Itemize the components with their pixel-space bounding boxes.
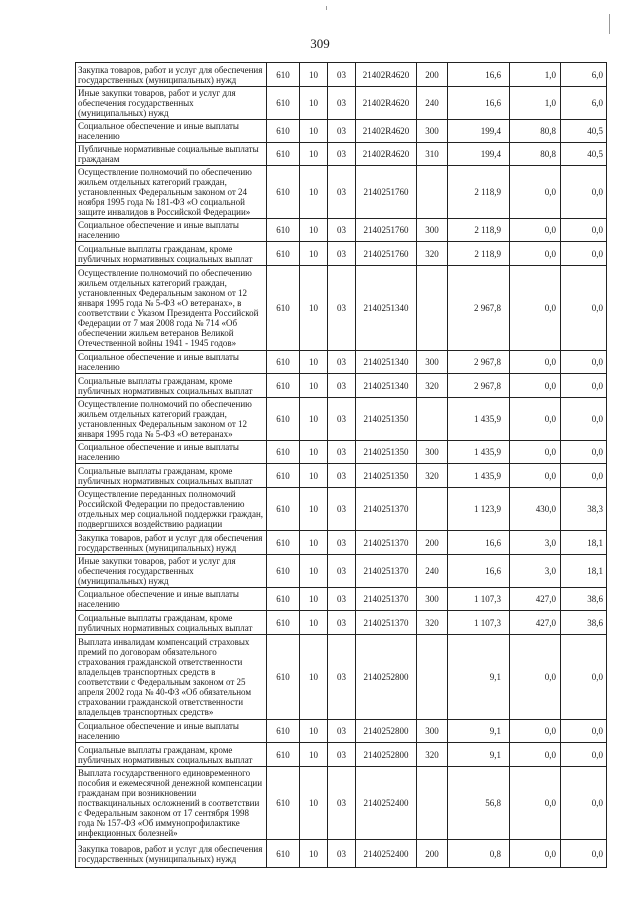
row-percent: 0,0 xyxy=(561,840,607,868)
row-csr: 2140251760 xyxy=(356,166,417,219)
row-csr: 21402R4620 xyxy=(356,63,417,87)
row-min: 610 xyxy=(267,219,300,242)
table-row xyxy=(76,143,607,166)
row-rz: 10 xyxy=(300,242,328,266)
row-csr: 2140251370 xyxy=(356,488,417,531)
row-executed: 0,0 xyxy=(510,351,561,374)
row-csr: 2140251370 xyxy=(356,555,417,588)
row-amount: 199,4 xyxy=(448,120,510,143)
row-amount: 16,6 xyxy=(448,555,510,588)
row-vr: 300 xyxy=(417,441,448,464)
table-row xyxy=(76,840,607,868)
row-vr: 200 xyxy=(417,531,448,555)
scan-mark xyxy=(326,6,327,10)
row-vr: 320 xyxy=(417,242,448,266)
row-amount: 2 967,8 xyxy=(448,351,510,374)
row-min: 610 xyxy=(267,743,300,767)
row-pr: 03 xyxy=(328,441,356,464)
row-pr: 03 xyxy=(328,120,356,143)
row-pr: 03 xyxy=(328,374,356,398)
table-row xyxy=(76,635,607,720)
row-min: 610 xyxy=(267,611,300,635)
row-name: Осуществление полномочий по обеспечению жильем отдельных категорий граждан, установленных Федеральным законом от 12 января 1995 года № 5-ФЗ «О ветеранах» xyxy=(76,398,267,441)
row-name: Социальное обеспечение и иные выплаты населению xyxy=(76,441,267,464)
row-name: Социальные выплаты гражданам, кроме публичных нормативных социальных выплат xyxy=(76,464,267,488)
row-amount: 16,6 xyxy=(448,87,510,120)
budget-table xyxy=(75,62,607,868)
row-pr: 03 xyxy=(328,464,356,488)
row-rz: 10 xyxy=(300,143,328,166)
row-executed: 80,8 xyxy=(510,143,561,166)
row-rz: 10 xyxy=(300,588,328,611)
row-executed: 427,0 xyxy=(510,611,561,635)
row-name: Социальное обеспечение и иные выплаты населению xyxy=(76,120,267,143)
row-vr: 310 xyxy=(417,143,448,166)
row-vr xyxy=(417,266,448,351)
scan-mark xyxy=(609,14,610,34)
row-rz: 10 xyxy=(300,743,328,767)
table-row xyxy=(76,242,607,266)
row-csr: 21402R4620 xyxy=(356,120,417,143)
row-min: 610 xyxy=(267,531,300,555)
row-pr: 03 xyxy=(328,743,356,767)
row-name: Социальное обеспечение и иные выплаты населению xyxy=(76,351,267,374)
row-pr: 03 xyxy=(328,767,356,840)
row-amount: 0,8 xyxy=(448,840,510,868)
table-row xyxy=(76,351,607,374)
row-vr: 300 xyxy=(417,588,448,611)
row-csr: 2140251350 xyxy=(356,441,417,464)
row-rz: 10 xyxy=(300,767,328,840)
row-rz: 10 xyxy=(300,840,328,868)
row-name: Осуществление полномочий по обеспечению жильем отдельных категорий граждан, установленных Федеральным законом от 12 января 1995 года № 5-ФЗ «О ветеранах», в соответствии с Указом Президента Российской Федерации от 7 мая 2008 года № 714 «Об обеспечении жильем ветеранов Великой Отечественной войны 1941 - 1945 годов» xyxy=(76,266,267,351)
row-name: Публичные нормативные социальные выплаты гражданам xyxy=(76,143,267,166)
row-amount: 16,6 xyxy=(448,531,510,555)
row-name: Социальные выплаты гражданам, кроме публичных нормативных социальных выплат xyxy=(76,743,267,767)
row-percent: 0,0 xyxy=(561,464,607,488)
table-row xyxy=(76,720,607,743)
row-executed: 0,0 xyxy=(510,635,561,720)
row-rz: 10 xyxy=(300,63,328,87)
row-executed: 430,0 xyxy=(510,488,561,531)
table-row xyxy=(76,488,607,531)
row-min: 610 xyxy=(267,840,300,868)
row-rz: 10 xyxy=(300,266,328,351)
row-name: Социальное обеспечение и иные выплаты населению xyxy=(76,720,267,743)
row-executed: 0,0 xyxy=(510,840,561,868)
row-csr: 2140252800 xyxy=(356,720,417,743)
row-vr: 320 xyxy=(417,374,448,398)
row-rz: 10 xyxy=(300,374,328,398)
row-vr xyxy=(417,398,448,441)
table-row xyxy=(76,767,607,840)
row-percent: 0,0 xyxy=(561,266,607,351)
row-csr: 2140251370 xyxy=(356,588,417,611)
row-name: Социальное обеспечение и иные выплаты населению xyxy=(76,219,267,242)
row-name: Выплата государственного единовременного пособия и ежемесячной денежной компенсации гражданам при возникновении поствакцинальных осложнений в соответствии с Федеральным законом от 17 сентября 1998 года № 157-ФЗ «Об иммунопрофилактике инфекционных болезней» xyxy=(76,767,267,840)
row-amount: 9,1 xyxy=(448,635,510,720)
row-pr: 03 xyxy=(328,531,356,555)
row-pr: 03 xyxy=(328,488,356,531)
row-percent: 6,0 xyxy=(561,63,607,87)
row-min: 610 xyxy=(267,266,300,351)
row-min: 610 xyxy=(267,588,300,611)
row-amount: 1 435,9 xyxy=(448,398,510,441)
row-name: Социальные выплаты гражданам, кроме публичных нормативных социальных выплат xyxy=(76,611,267,635)
row-percent: 0,0 xyxy=(561,767,607,840)
row-executed: 1,0 xyxy=(510,63,561,87)
row-pr: 03 xyxy=(328,720,356,743)
row-pr: 03 xyxy=(328,242,356,266)
row-name: Выплата инвалидам компенсаций страховых премий по договорам обязательного страхования гражданской ответственности владельцев транспортных средств в соответствии с Федеральным законом от 25 апреля 2002 года № 40-ФЗ «Об обязательном страховании гражданской ответственности владельцев транспортных средств» xyxy=(76,635,267,720)
row-csr: 2140252400 xyxy=(356,767,417,840)
row-pr: 03 xyxy=(328,143,356,166)
row-rz: 10 xyxy=(300,166,328,219)
row-rz: 10 xyxy=(300,87,328,120)
row-csr: 2140252400 xyxy=(356,840,417,868)
row-percent: 0,0 xyxy=(561,441,607,464)
row-pr: 03 xyxy=(328,588,356,611)
row-min: 610 xyxy=(267,767,300,840)
table-row xyxy=(76,611,607,635)
row-amount: 2 118,9 xyxy=(448,242,510,266)
row-name: Осуществление переданных полномочий Российской Федерации по предоставлению отдельных мер социальной поддержки граждан, подвергшихся воздействию радиации xyxy=(76,488,267,531)
row-executed: 0,0 xyxy=(510,266,561,351)
table-row xyxy=(76,266,607,351)
row-min: 610 xyxy=(267,87,300,120)
row-amount: 1 123,9 xyxy=(448,488,510,531)
row-min: 610 xyxy=(267,143,300,166)
table-row xyxy=(76,63,607,87)
row-rz: 10 xyxy=(300,464,328,488)
row-percent: 38,3 xyxy=(561,488,607,531)
row-amount: 16,6 xyxy=(448,63,510,87)
page-number: 309 xyxy=(310,36,330,51)
row-csr: 2140251340 xyxy=(356,351,417,374)
row-vr: 320 xyxy=(417,743,448,767)
row-executed: 3,0 xyxy=(510,555,561,588)
row-min: 610 xyxy=(267,351,300,374)
row-csr: 2140251760 xyxy=(356,242,417,266)
row-name: Социальное обеспечение и иные выплаты населению xyxy=(76,588,267,611)
row-rz: 10 xyxy=(300,720,328,743)
row-executed: 0,0 xyxy=(510,242,561,266)
row-pr: 03 xyxy=(328,555,356,588)
row-vr: 300 xyxy=(417,219,448,242)
row-percent: 6,0 xyxy=(561,87,607,120)
row-min: 610 xyxy=(267,488,300,531)
row-amount: 2 118,9 xyxy=(448,166,510,219)
row-vr: 300 xyxy=(417,351,448,374)
row-csr: 2140251370 xyxy=(356,531,417,555)
row-percent: 18,1 xyxy=(561,531,607,555)
row-rz: 10 xyxy=(300,351,328,374)
row-amount: 1 435,9 xyxy=(448,441,510,464)
row-pr: 03 xyxy=(328,63,356,87)
table-row xyxy=(76,555,607,588)
row-executed: 0,0 xyxy=(510,743,561,767)
row-name: Осуществление полномочий по обеспечению жильем отдельных категорий граждан, установленных Федеральным законом от 24 ноября 1995 года № 181-ФЗ «О социальной защите инвалидов в Российской Федерации» xyxy=(76,166,267,219)
row-percent: 0,0 xyxy=(561,351,607,374)
row-vr: 320 xyxy=(417,611,448,635)
row-rz: 10 xyxy=(300,635,328,720)
row-percent: 0,0 xyxy=(561,720,607,743)
row-rz: 10 xyxy=(300,555,328,588)
row-executed: 0,0 xyxy=(510,464,561,488)
row-name: Социальные выплаты гражданам, кроме публичных нормативных социальных выплат xyxy=(76,242,267,266)
row-rz: 10 xyxy=(300,488,328,531)
row-vr: 320 xyxy=(417,464,448,488)
row-min: 610 xyxy=(267,441,300,464)
row-vr xyxy=(417,166,448,219)
row-rz: 10 xyxy=(300,441,328,464)
row-min: 610 xyxy=(267,63,300,87)
row-pr: 03 xyxy=(328,635,356,720)
table-row xyxy=(76,166,607,219)
row-executed: 1,0 xyxy=(510,87,561,120)
row-percent: 0,0 xyxy=(561,374,607,398)
row-min: 610 xyxy=(267,242,300,266)
row-executed: 0,0 xyxy=(510,219,561,242)
row-pr: 03 xyxy=(328,219,356,242)
row-rz: 10 xyxy=(300,611,328,635)
row-name: Закупка товаров, работ и услуг для обеспечения государственных (муниципальных) нужд xyxy=(76,63,267,87)
row-percent: 0,0 xyxy=(561,219,607,242)
row-percent: 38,6 xyxy=(561,611,607,635)
row-csr: 21402R4620 xyxy=(356,87,417,120)
row-min: 610 xyxy=(267,374,300,398)
row-percent: 0,0 xyxy=(561,635,607,720)
row-pr: 03 xyxy=(328,840,356,868)
row-executed: 0,0 xyxy=(510,398,561,441)
row-pr: 03 xyxy=(328,611,356,635)
row-amount: 199,4 xyxy=(448,143,510,166)
table-row xyxy=(76,87,607,120)
row-name: Закупка товаров, работ и услуг для обеспечения государственных (муниципальных) нужд xyxy=(76,840,267,868)
row-vr: 200 xyxy=(417,63,448,87)
row-name: Иные закупки товаров, работ и услуг для обеспечения государственных (муниципальных) нужд xyxy=(76,87,267,120)
row-pr: 03 xyxy=(328,398,356,441)
row-percent: 18,1 xyxy=(561,555,607,588)
row-percent: 0,0 xyxy=(561,743,607,767)
table-row xyxy=(76,398,607,441)
row-vr: 200 xyxy=(417,840,448,868)
row-csr: 2140251370 xyxy=(356,611,417,635)
row-vr: 300 xyxy=(417,720,448,743)
row-min: 610 xyxy=(267,635,300,720)
row-min: 610 xyxy=(267,720,300,743)
table-row xyxy=(76,441,607,464)
row-percent: 40,5 xyxy=(561,143,607,166)
row-rz: 10 xyxy=(300,531,328,555)
table-row xyxy=(76,743,607,767)
row-executed: 0,0 xyxy=(510,441,561,464)
table-row xyxy=(76,374,607,398)
table-row xyxy=(76,219,607,242)
row-percent: 40,5 xyxy=(561,120,607,143)
row-percent: 0,0 xyxy=(561,166,607,219)
row-csr: 2140251350 xyxy=(356,464,417,488)
row-min: 610 xyxy=(267,166,300,219)
row-csr: 2140251350 xyxy=(356,398,417,441)
row-pr: 03 xyxy=(328,87,356,120)
row-csr: 2140252800 xyxy=(356,635,417,720)
row-vr xyxy=(417,488,448,531)
row-executed: 0,0 xyxy=(510,166,561,219)
row-amount: 1 107,3 xyxy=(448,588,510,611)
row-executed: 3,0 xyxy=(510,531,561,555)
row-vr xyxy=(417,635,448,720)
row-percent: 38,6 xyxy=(561,588,607,611)
row-csr: 2140252800 xyxy=(356,743,417,767)
row-name: Закупка товаров, работ и услуг для обеспечения государственных (муниципальных) нужд xyxy=(76,531,267,555)
row-amount: 9,1 xyxy=(448,720,510,743)
row-min: 610 xyxy=(267,555,300,588)
table-row xyxy=(76,464,607,488)
table-row xyxy=(76,531,607,555)
row-min: 610 xyxy=(267,398,300,441)
row-rz: 10 xyxy=(300,120,328,143)
table-row xyxy=(76,120,607,143)
row-csr: 2140251340 xyxy=(356,374,417,398)
row-executed: 0,0 xyxy=(510,720,561,743)
row-vr: 240 xyxy=(417,555,448,588)
row-rz: 10 xyxy=(300,398,328,441)
row-amount: 1 435,9 xyxy=(448,464,510,488)
row-amount: 2 967,8 xyxy=(448,266,510,351)
row-name: Иные закупки товаров, работ и услуг для обеспечения государственных (муниципальных) нужд xyxy=(76,555,267,588)
row-amount: 9,1 xyxy=(448,743,510,767)
row-vr xyxy=(417,767,448,840)
row-amount: 1 107,3 xyxy=(448,611,510,635)
row-vr: 300 xyxy=(417,120,448,143)
row-executed: 427,0 xyxy=(510,588,561,611)
row-pr: 03 xyxy=(328,266,356,351)
table-row xyxy=(76,588,607,611)
row-name: Социальные выплаты гражданам, кроме публичных нормативных социальных выплат xyxy=(76,374,267,398)
row-csr: 21402R4620 xyxy=(356,143,417,166)
row-executed: 0,0 xyxy=(510,767,561,840)
row-percent: 0,0 xyxy=(561,242,607,266)
row-amount: 56,8 xyxy=(448,767,510,840)
row-pr: 03 xyxy=(328,166,356,219)
row-csr: 2140251340 xyxy=(356,266,417,351)
row-rz: 10 xyxy=(300,219,328,242)
row-min: 610 xyxy=(267,464,300,488)
row-amount: 2 118,9 xyxy=(448,219,510,242)
row-pr: 03 xyxy=(328,351,356,374)
row-executed: 0,0 xyxy=(510,374,561,398)
row-min: 610 xyxy=(267,120,300,143)
row-amount: 2 967,8 xyxy=(448,374,510,398)
row-executed: 80,8 xyxy=(510,120,561,143)
row-percent: 0,0 xyxy=(561,398,607,441)
row-csr: 2140251760 xyxy=(356,219,417,242)
row-vr: 240 xyxy=(417,87,448,120)
